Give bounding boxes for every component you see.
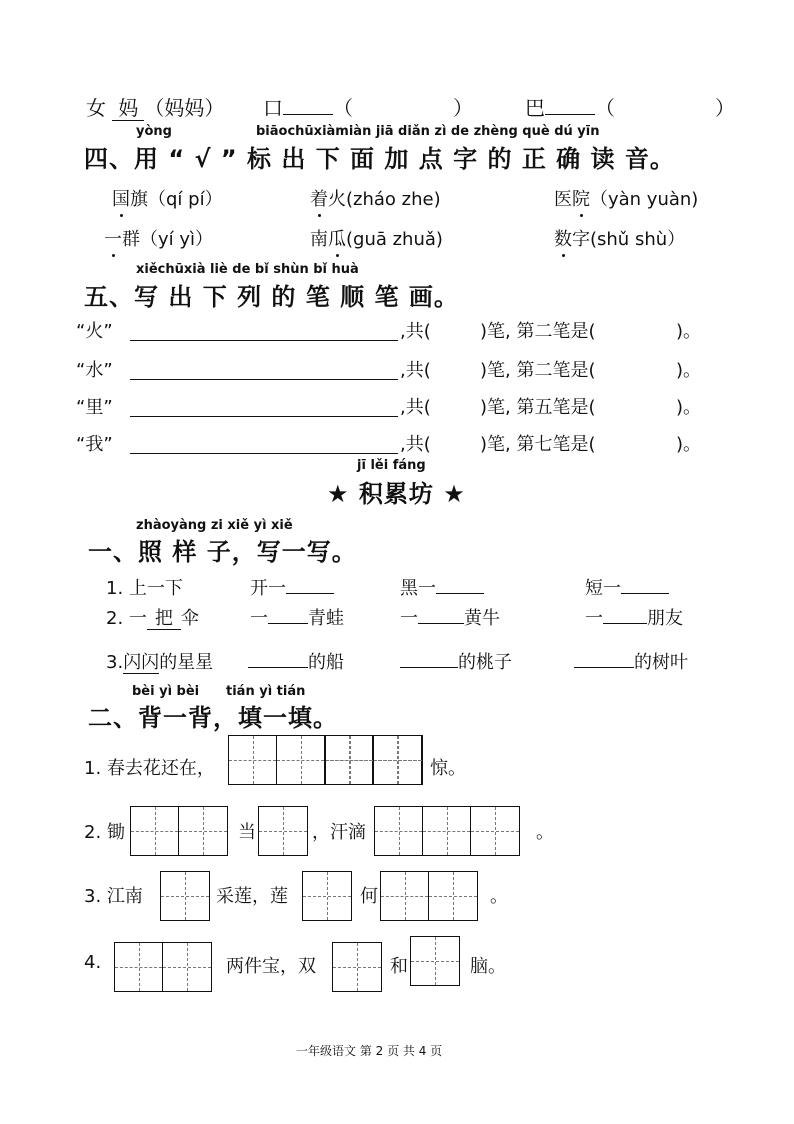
char-grid[interactable]	[332, 942, 382, 992]
stroke-nth-label: )笔, 第二笔是(	[480, 360, 596, 381]
poem-text: 2. 锄	[84, 822, 125, 843]
plain-char: 医	[554, 189, 572, 210]
pinyin-choice[interactable]	[310, 185, 441, 211]
stroke-answer-line[interactable]	[130, 340, 398, 341]
heading-text: 写 出 下 列 的 笔 顺 笔 画。	[134, 283, 459, 311]
pinyin-choice[interactable]	[554, 185, 698, 211]
fill-item	[585, 574, 669, 600]
char-grid[interactable]	[160, 871, 210, 921]
section-number: 二、	[88, 704, 138, 732]
pinyin-annotation: zhàoyàng zi xiě yì xiě	[136, 518, 293, 533]
heading-text: 照 样 子，写一写。	[138, 538, 357, 566]
paren-blank[interactable]: （ ）	[595, 96, 735, 120]
example-text	[106, 648, 213, 674]
paren-blank[interactable]: （ ）	[333, 96, 473, 120]
stroke-end: )。	[676, 360, 702, 381]
grid-cell[interactable]	[179, 807, 227, 855]
char-grid[interactable]	[130, 806, 228, 856]
jilei-heading	[327, 474, 466, 509]
grid-cell[interactable]	[423, 807, 471, 855]
stroke-char: “我”	[76, 434, 113, 455]
answer-blank[interactable]	[621, 575, 669, 594]
stroke-end: )。	[676, 434, 702, 455]
poem-text: ，汗滴	[312, 822, 366, 843]
char-grid[interactable]	[380, 871, 478, 921]
poem-text: 和	[390, 956, 408, 977]
example-label: 的星星	[159, 652, 214, 673]
poem-text: 脑。	[470, 956, 506, 977]
char-grid[interactable]	[258, 806, 308, 856]
fill-label: 黄牛	[464, 608, 500, 629]
poem-text: 采莲，莲	[216, 886, 288, 907]
pinyin-annotation: xiěchūxià liè de bǐ shùn bǐ huà	[136, 262, 359, 277]
pinyin-choice[interactable]	[112, 185, 223, 211]
fill-item	[250, 604, 344, 630]
row0-hint: （妈妈）	[144, 96, 225, 120]
star-icon: ★	[327, 480, 350, 508]
poem-text: 。	[536, 822, 554, 843]
stroke-end: )。	[676, 397, 702, 418]
example-answer: 把	[147, 608, 181, 630]
section-number: 一、	[88, 538, 138, 566]
stroke-nth-label: )笔, 第七笔是(	[480, 434, 596, 455]
grid-cell[interactable]	[333, 943, 381, 991]
pinyin-annotation: tián yì tián	[226, 684, 306, 699]
grid-cell[interactable]	[229, 736, 277, 784]
row0-item3	[525, 92, 735, 121]
pinyin-annotation: bèi yì bèi	[132, 684, 200, 699]
char-grid[interactable]	[302, 871, 352, 921]
heading-text: 标 出 下 面 加 点 字 的 正 确 读 音。	[246, 145, 675, 173]
choice-text: 火(zháo zhe)	[328, 189, 441, 210]
fill-label: 的桃子	[458, 652, 512, 673]
checkmark-symbol: “ √ ”	[168, 145, 238, 173]
stroke-nth-label: )笔, 第五笔是(	[480, 397, 596, 418]
char-grid[interactable]	[410, 936, 460, 986]
grid-cell[interactable]	[115, 943, 163, 991]
row0-char: 女	[86, 96, 106, 120]
stroke-count-label: ,共(	[400, 360, 431, 381]
poem-text: 何	[360, 886, 378, 907]
stroke-end: )。	[676, 321, 702, 342]
grid-cell[interactable]	[374, 736, 422, 784]
choice-text: (guā zhuǎ)	[346, 229, 443, 250]
star-icon: ★	[443, 480, 466, 508]
stroke-answer-line[interactable]	[130, 379, 398, 380]
example-text	[106, 604, 199, 630]
pinyin-annotation: jī lěi fáng	[357, 458, 426, 473]
fill-item	[585, 604, 683, 630]
dotted-char: 着	[310, 185, 328, 211]
grid-cell[interactable]	[277, 736, 325, 784]
stroke-char: “里”	[76, 397, 113, 418]
answer-blank[interactable]	[418, 605, 464, 624]
heading-text: 用	[134, 145, 159, 173]
pinyin-choice[interactable]	[310, 225, 443, 251]
row0-example-answer: 妈	[112, 96, 144, 121]
fill-label: 一	[585, 608, 603, 629]
char-grid[interactable]	[114, 942, 212, 992]
fill-item	[248, 648, 344, 674]
fill-item	[400, 604, 500, 630]
example-answer: 闪闪	[123, 652, 160, 673]
dotted-char: 一	[104, 225, 122, 251]
fill-item	[250, 574, 334, 600]
row0-item1	[86, 92, 224, 121]
stroke-count-label: ,共(	[400, 321, 431, 342]
answer-blank[interactable]	[248, 649, 308, 668]
poem-text: 3. 江南	[84, 886, 143, 907]
stroke-char: “火”	[76, 321, 113, 342]
grid-cell[interactable]	[471, 807, 519, 855]
fill-label: 短一	[585, 578, 621, 599]
dotted-char: 院	[572, 185, 590, 211]
answer-blank[interactable]	[400, 649, 458, 668]
heading-text: 积累坊	[358, 480, 434, 508]
stroke-answer-line[interactable]	[130, 453, 398, 454]
example-label: 2. 一	[106, 608, 147, 629]
answer-blank[interactable]	[603, 605, 647, 624]
sub2-heading	[88, 698, 338, 733]
grid-cell[interactable]	[411, 937, 459, 985]
stroke-answer-line[interactable]	[130, 416, 398, 417]
answer-blank[interactable]	[283, 96, 333, 115]
fill-label: 朋友	[647, 608, 683, 629]
poem-text: 当	[238, 822, 256, 843]
grid-cell[interactable]	[303, 872, 351, 920]
section-number: 五、	[84, 283, 134, 311]
example-label: 3.	[106, 652, 124, 673]
grid-cell[interactable]	[161, 872, 209, 920]
grid-cell[interactable]	[259, 807, 307, 855]
choice-text: 旗（qí pí）	[130, 189, 223, 210]
choice-text: （yàn yuàn)	[590, 189, 699, 210]
poem-text: 。	[490, 886, 508, 907]
row0-char: 口	[263, 96, 283, 120]
fill-label: 的树叶	[634, 652, 688, 673]
char-grid[interactable]	[325, 735, 423, 785]
example-text: 1. 上一下	[106, 578, 183, 599]
poem-text: 惊。	[430, 758, 466, 779]
pinyin-choice[interactable]	[104, 225, 213, 251]
fill-label: 一	[400, 608, 418, 629]
char-grid[interactable]	[374, 806, 520, 856]
pinyin-annotation: biāochūxiàmiàn jiā diǎn zì de zhèng què dú yīn	[256, 124, 600, 139]
answer-blank[interactable]	[545, 96, 595, 115]
answer-blank[interactable]	[268, 605, 308, 624]
poem-text: 两件宝，双	[226, 956, 316, 977]
answer-blank[interactable]	[436, 575, 484, 594]
choice-text: 群（yí yì）	[122, 229, 214, 250]
grid-cell[interactable]	[326, 736, 374, 784]
stroke-nth-label: )笔, 第二笔是(	[480, 321, 596, 342]
row0-item2	[263, 92, 473, 121]
fill-item	[400, 648, 512, 674]
grid-cell[interactable]	[131, 807, 179, 855]
plain-char: 南	[310, 229, 328, 250]
grid-cell[interactable]	[375, 807, 423, 855]
dotted-char: 瓜	[328, 225, 346, 251]
row0-char: 巴	[525, 96, 545, 120]
dotted-char: 数	[554, 225, 572, 251]
answer-blank[interactable]	[286, 575, 334, 594]
fill-label: 一	[250, 608, 268, 629]
fill-label: 青蛙	[308, 608, 344, 629]
page-footer: 一年级语文 第 2 页 共 4 页	[296, 1044, 443, 1058]
fill-item	[400, 574, 484, 600]
example-label: 伞	[180, 608, 199, 629]
sub1-heading	[88, 532, 357, 567]
section-number: 四、	[84, 145, 134, 173]
heading-text: 背一背，填一填。	[138, 704, 338, 732]
stroke-count-label: ,共(	[400, 397, 431, 418]
fill-label: 黑一	[400, 578, 436, 599]
fill-item	[574, 648, 688, 674]
stroke-count-label: ,共(	[400, 434, 431, 455]
dotted-char: 国	[112, 185, 130, 211]
fill-label: 开一	[250, 578, 286, 599]
fill-label: 的船	[308, 652, 344, 673]
section5-heading	[84, 277, 459, 312]
poem-text: 4.	[84, 952, 102, 973]
grid-cell[interactable]	[381, 872, 429, 920]
pinyin-choice[interactable]	[554, 225, 685, 251]
pinyin-annotation: yòng	[136, 124, 172, 139]
stroke-char: “水”	[76, 360, 113, 381]
choice-text: 字(shǔ shù）	[572, 229, 686, 250]
grid-cell[interactable]	[163, 943, 211, 991]
grid-cell[interactable]	[429, 872, 477, 920]
answer-blank[interactable]	[574, 649, 634, 668]
poem-text: 1. 春去花还在，	[84, 758, 215, 779]
section4-heading	[84, 139, 675, 174]
